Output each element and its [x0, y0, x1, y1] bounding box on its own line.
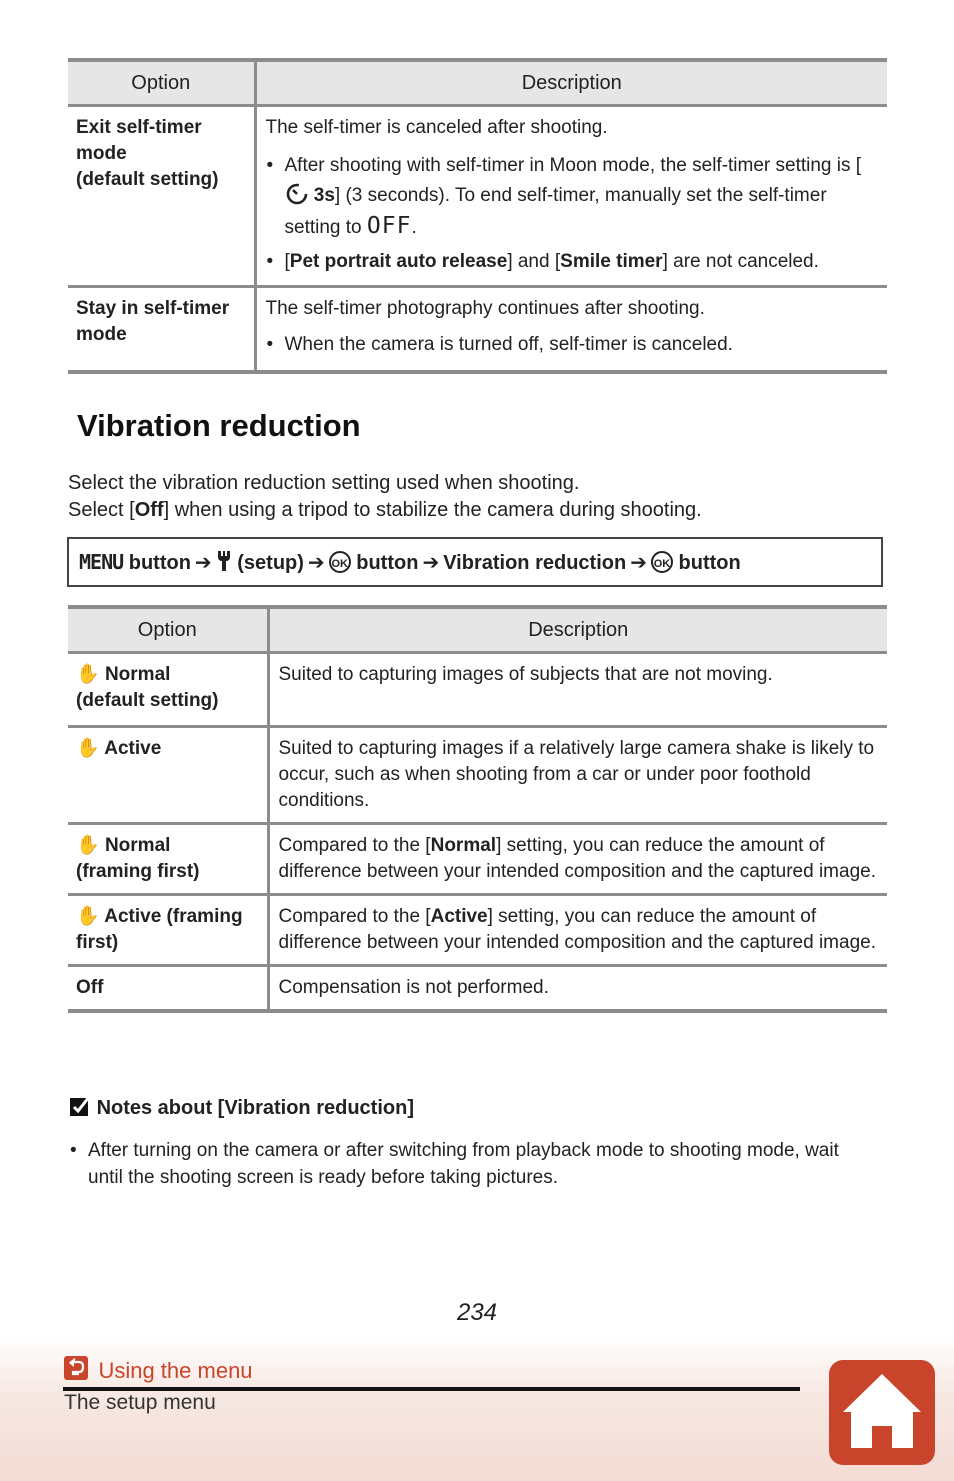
list-item: • After turning on the camera or after switching from playback mode to shooting mode, wait until the shooting screen is ready before taking pictures. — [88, 1137, 868, 1191]
home-button[interactable] — [829, 1360, 935, 1465]
arrow-right-icon: ➔ — [194, 552, 212, 574]
option-cell: ✋ Normal (framing first) — [68, 824, 268, 895]
home-icon — [829, 1360, 935, 1465]
list-item: • [Pet portrait auto release] and [Smile timer] are not canceled. — [285, 247, 880, 277]
arrow-right-icon: ➔ — [422, 552, 440, 574]
back-arrow-icon — [64, 1356, 88, 1380]
option-cell — [68, 106, 255, 287]
option-cell: Off — [68, 966, 268, 1012]
option-cell: ✋ Normal (default setting) — [68, 653, 268, 727]
chapter-link[interactable] — [64, 1356, 253, 1384]
menu-item-name: Vibration reduction — [443, 552, 627, 574]
arrow-right-icon: ➔ — [307, 552, 325, 574]
option-cell — [68, 287, 255, 373]
description-cell: Suited to capturing images of subjects that are not moving. — [268, 653, 887, 727]
table-header-option: Option — [68, 607, 268, 653]
vr-normal-icon: ✋ — [76, 664, 100, 685]
arrow-right-icon: ➔ — [630, 552, 647, 574]
description-cell — [255, 287, 887, 373]
page-number: 234 — [456, 1299, 498, 1326]
option-name: Exit self-timer mode — [76, 117, 202, 164]
table-header-description: Description — [268, 607, 887, 653]
option-default: (default setting) — [76, 169, 219, 190]
description-cell: Compensation is not performed. — [268, 966, 887, 1012]
ok-button-icon: OK — [651, 551, 673, 573]
table-row — [68, 106, 887, 287]
table-row — [68, 727, 887, 824]
description-cell: Compared to the [Normal] setting, you can reduce the amount of difference between your intended composition and the captured image. — [268, 824, 887, 895]
self-timer-options-table — [68, 58, 887, 374]
ok-button-icon: OK — [329, 551, 351, 573]
list-item: • When the camera is turned off, self-timer is canceled. — [285, 332, 880, 358]
chapter-title[interactable]: Using the menu — [98, 1358, 253, 1383]
option-cell: ✋ Active (framing first) — [68, 895, 268, 966]
description-intro: The self-timer is canceled after shooting. — [265, 117, 608, 138]
description-cell: Suited to capturing images if a relatively large camera shake is likely to occur, such as when shooting from a car or under poor foothold conditions. — [268, 727, 887, 824]
menu-icon: MENU — [79, 550, 124, 574]
list-item: • After shooting with self-timer in Moon mode, the self-timer setting is [ 3s] (3 seconds). To end self-timer, manually set the self-timer setting to OFF. — [285, 151, 880, 243]
option-cell: ✋ Active — [68, 727, 268, 824]
notes-body — [68, 1137, 868, 1195]
self-timer-icon — [285, 181, 309, 205]
vr-active-icon: ✋ — [76, 738, 100, 759]
section-title: Vibration reduction — [77, 408, 361, 443]
section-intro: Select the vibration reduction setting used when shooting. Select [Off] when using a tripod to stabilize the camera during shooting. — [68, 472, 702, 521]
description-intro: The self-timer photography continues after shooting. — [265, 298, 705, 319]
table-row — [68, 966, 887, 1012]
vr-normal-framing-icon: ✋ — [76, 835, 100, 856]
check-note-icon — [69, 1095, 91, 1117]
menu-path-box: MENU button ➔ (setup) ➔ OK button ➔ Vibration reduction ➔ OK button — [67, 537, 883, 587]
description-cell — [255, 106, 887, 287]
table-row — [68, 287, 887, 373]
description-cell: Compared to the [Active] setting, you can reduce the amount of difference between your intended composition and the captured image. — [268, 895, 887, 966]
table-row — [68, 895, 887, 966]
vibration-reduction-options-table — [68, 605, 887, 1013]
table-row — [68, 653, 887, 727]
vr-active-framing-icon: ✋ — [76, 906, 100, 927]
table-row — [68, 824, 887, 895]
wrench-icon — [216, 550, 232, 572]
section-name: The setup menu — [64, 1391, 216, 1414]
table-header-description: Description — [255, 60, 887, 106]
table-header-option: Option — [68, 60, 255, 106]
option-name: Stay in self-timer mode — [76, 298, 230, 345]
off-glyph: OFF — [366, 213, 412, 239]
notes-heading: Notes about [Vibration reduction] — [69, 1095, 414, 1120]
